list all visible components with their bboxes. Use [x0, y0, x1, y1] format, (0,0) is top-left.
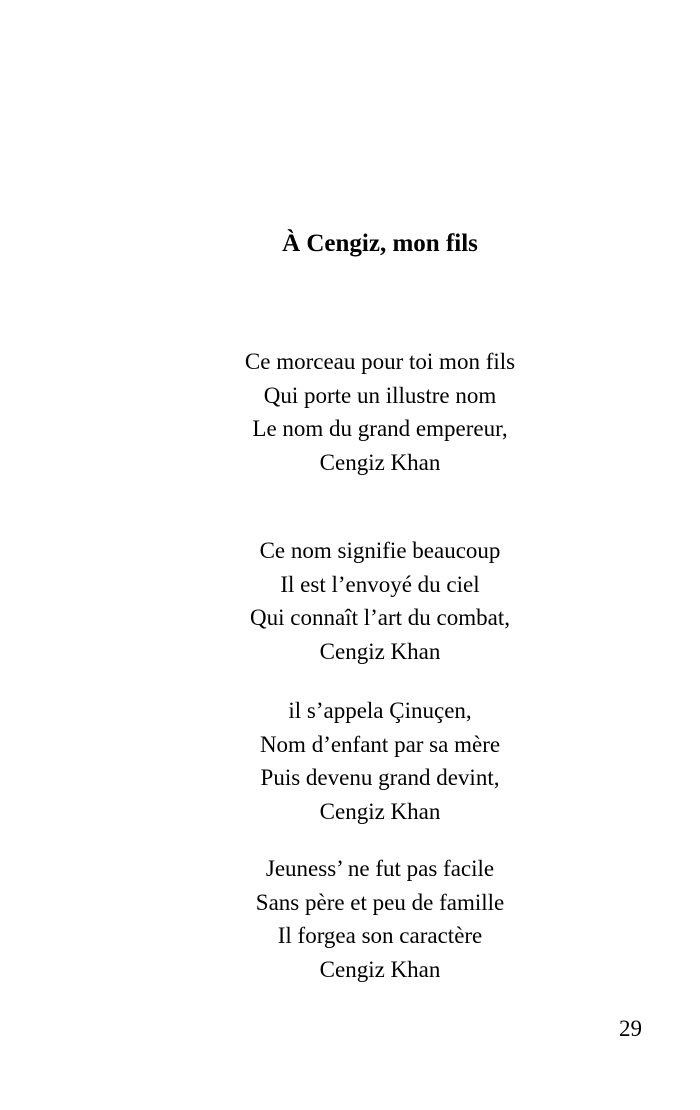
verse-line: Cengiz Khan	[319, 638, 441, 664]
verse-line: Jeuness’ ne fut pas facile	[265, 856, 495, 881]
verse-line: Qui porte un illustre nom	[263, 382, 497, 408]
poem-title: À Cengiz, mon fils	[282, 230, 478, 257]
verse-line: Qui connaît l’art du combat,	[250, 605, 510, 630]
verse-line: Cengiz Khan	[319, 449, 441, 475]
stanza	[0, 345, 700, 479]
verse-line: Cengiz Khan	[319, 798, 441, 824]
verse-line: Sans père et peu de famille	[255, 889, 505, 915]
stanza	[0, 534, 700, 668]
verse-line: Le nom du grand empereur,	[252, 416, 508, 441]
verse-line: Ce morceau pour toi mon fils	[244, 349, 516, 374]
verse-line: Il est l’envoyé du ciel	[280, 571, 480, 597]
verse-line: Il forgea son caractère	[277, 923, 483, 948]
verse-line: Nom d’enfant par sa mère	[259, 731, 501, 757]
verse-line: Puis devenu grand devint,	[260, 765, 500, 790]
stanza	[0, 694, 700, 828]
verse-line: il s’appela Çinuçen,	[288, 698, 472, 723]
verse-line: Ce nom signifie beaucoup	[259, 538, 501, 563]
verse-line: Cengiz Khan	[319, 956, 441, 982]
stanza	[0, 852, 700, 986]
page-number: 29	[619, 1016, 642, 1041]
